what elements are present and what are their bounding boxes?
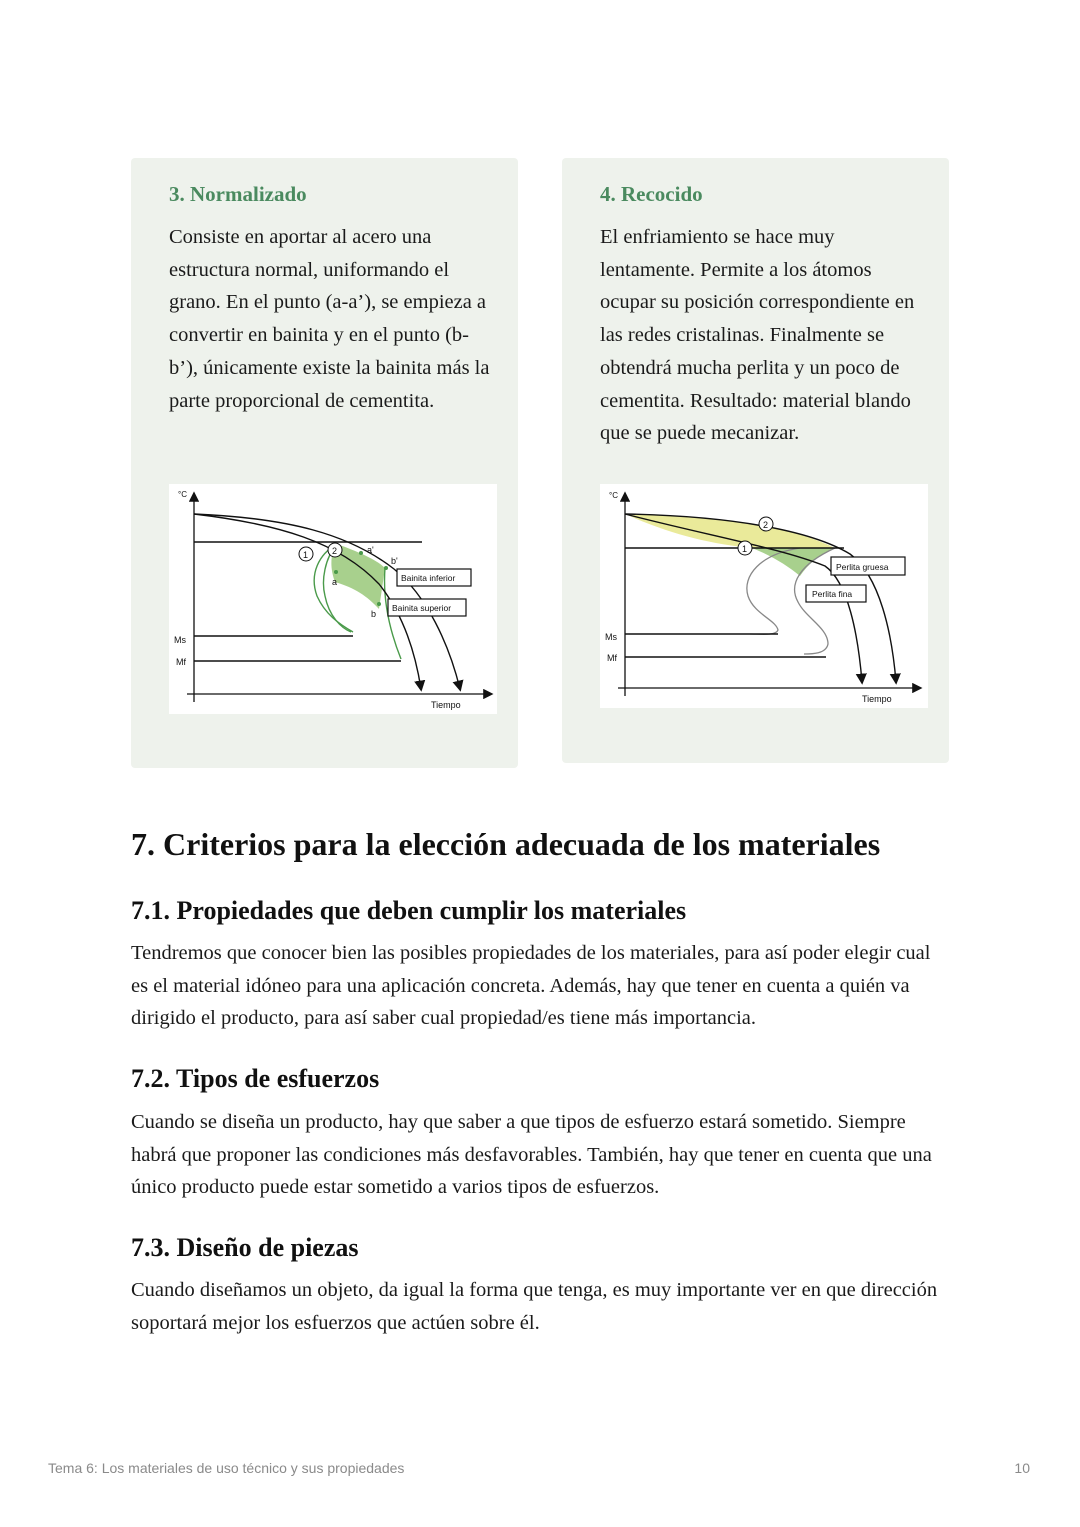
mf-label: Mf [176, 657, 186, 667]
ms-label: Ms [605, 632, 617, 642]
y-axis-unit: °C [609, 491, 618, 500]
card-body: Consiste en aportar al acero una estructura normal, uniformando el grano. En el punto (a-a’), se empieza a convertir en bainita y en el punto (b-b’), únicamente existe la bainita más la parte proporcional de cementita. [169, 226, 490, 412]
svg-text:2: 2 [763, 520, 769, 530]
point-a: a [332, 577, 338, 587]
point-a-prime: a' [367, 545, 374, 555]
subsection-title-7-1: 7.1. Propiedades que deben cumplir los materiales [131, 896, 687, 925]
label-perlita-gruesa: Perlita gruesa [836, 562, 889, 572]
pearlite-region [752, 548, 835, 576]
y-axis-unit: °C [178, 490, 187, 499]
card-recocido [562, 158, 949, 763]
svg-text:1: 1 [742, 544, 748, 554]
section-title: 7. Criterios para la elección adecuada de los materiales [131, 826, 881, 862]
card-title: 4. Recocido [600, 182, 703, 206]
svg-text:2: 2 [332, 546, 338, 556]
footer-title: Tema 6: Los materiales de uso técnico y sus propiedades [48, 1460, 405, 1476]
cooling-band [625, 514, 835, 548]
label-bainita-inferior: Bainita inferior [401, 573, 456, 583]
point-b: b [371, 609, 377, 619]
x-axis-label: Tiempo [431, 700, 461, 710]
card-body: El enfriamiento se hace muy lentamente. Permite a los átomos ocupar su posición correspondiente en las redes cristalinas. Finalmente se obtendrá mucha perlita y un poco de cementita. Resultado: material blando que se puede mecanizar. [600, 226, 915, 445]
subsection-title-7-3: 7.3. Diseño de piezas [131, 1233, 359, 1262]
page-number: 10 [1014, 1460, 1030, 1476]
ttt-diagram-recocido [600, 484, 928, 708]
subsection-body-7-2: Cuando se diseña un producto, hay que saber a que tipos de esfuerzo estará sometido. Siempre habrá que proponer las condiciones más desfavorables. También, hay que tener en cuenta que una único producto puede estar sometido a varios tipos de esfuerzos. [131, 1111, 932, 1199]
svg-text:1: 1 [303, 550, 309, 560]
subsection-body-7-3: Cuando diseñamos un objeto, da igual la forma que tenga, es muy importante ver en que dirección soportará mejor los esfuerzos que actúen sobre él. [131, 1279, 938, 1334]
subsection-body-7-1: Tendremos que conocer bien las posibles propiedades de los materiales, para así poder elegir cual es el material idóneo para una aplicación concreta. Además, hay que tener en cuenta a quién va dirigido el producto, para así saber cual propiedad/es tiene más importancia. [131, 942, 931, 1030]
point-b-prime: b' [391, 556, 398, 566]
ms-label: Ms [174, 635, 186, 645]
label-perlita-fina: Perlita fina [812, 589, 853, 599]
ttt-diagram-normalizado [169, 484, 497, 714]
subsection-title-7-2: 7.2. Tipos de esfuerzos [131, 1064, 380, 1093]
ttt-diagram-svg [169, 484, 497, 714]
card-normalizado [131, 158, 518, 768]
ttt-diagram-svg [600, 484, 928, 708]
cooling-curve-1 [194, 514, 421, 689]
card-title: 3. Normalizado [169, 182, 307, 206]
label-bainita-superior: Bainita superior [392, 603, 452, 613]
mf-label: Mf [607, 653, 617, 663]
x-axis-label: Tiempo [862, 694, 892, 704]
